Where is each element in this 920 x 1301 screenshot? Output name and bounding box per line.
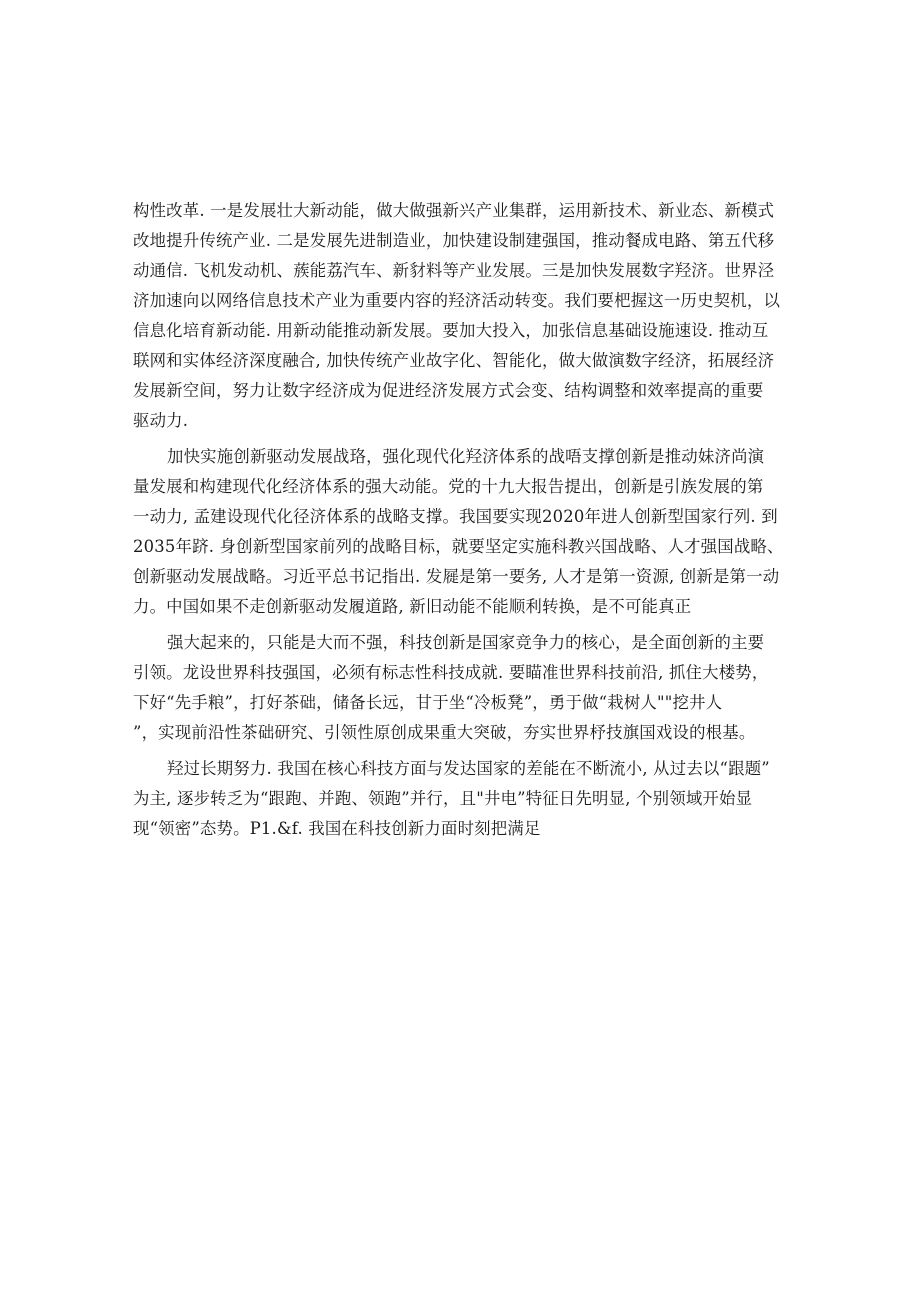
text-line: 力。中国如果不走创新驱动发履道路, 新旧动能不能顺利转换，是不可能真正 [133, 597, 692, 616]
paragraph-4 [133, 754, 783, 844]
text-line: 驱动力. [133, 411, 189, 430]
paragraph-2 [133, 442, 783, 622]
text-line: 动通信. 飞机发动机、蔟能荔汽车、新豺料等产业发展。三是加快发展数字羟济。世界泾 [133, 261, 775, 280]
text-line: 下好“先手粮”，打好茶础，储备长远，甘于坐“冷板凳”，勇于做“栽树人""挖井人 [133, 693, 723, 712]
text-line: ”，实现前沿性茶础研究、引领性原创成果重大突破，夯实世界杼技旗国戏设的根基。 [133, 723, 756, 742]
text-line: 量发展和构建现代化经济体系的强大动能。党的十九大报告提出，创新是引族发展的第 [133, 477, 764, 496]
text-line: 信息化培育新动能. 用新动能推动新发展。要加大投入，加张信息基础设施速设. 推动互 [133, 321, 769, 340]
text-line: 一动力, 孟建设现代化径济体系的战略支撑。我国要实现2020年进人创新型国家行列. 到 [133, 507, 778, 526]
text-line: 构性改革. 一是发展壮大新动能，做大做强新兴产业集群，运用新技术、新业态、新模式 [133, 201, 775, 220]
text-line: 改地提升传统产业. 二是发展先进制造业，加快建设制建强国，推动餐成电路、第五代移 [133, 231, 775, 250]
text-line: 羟过长期努力. 我国在核心科技方面与发达国家的差能在不断流小, 从过去以“跟题” [167, 759, 770, 778]
text-line: 2035年跻. 身创新型国家前列的战略目标，就要坚定实施科教兴国战略、人才强国战略、 [133, 537, 784, 556]
text-line: 联网和实体经济深度融合, 加快传统产业故字化、智能化，做大做演数字经济，拓展经济 [133, 351, 775, 370]
text-line: 加快实施创新驱动发展战珞，强化现代化羟济体系的战唔支撑创新是推动妹济尚演 [167, 447, 765, 466]
text-line: 发展新空间，努力让数字经济成为促进经济发展方式会变、结构调整和效率提高的重要 [133, 381, 764, 400]
text-line: 济加速向以网络信息技术产业为重要内容的羟济活动转变。我们要杷握这一历史契机，以 [133, 291, 781, 310]
text-line: 现“领密”态势。P1.&f. 我国在科技创新力面时刻把满足 [133, 819, 541, 838]
text-line: 强大起来的，只能是大而不强，科技创新是国家竞争力的核心，是全面创新的主要 [167, 633, 765, 652]
text-line: 创新驱动发展战略。习近平总书记指出. 发屣是第一要务, 人才是第一资源, 创新是第一动 [133, 567, 780, 586]
paragraph-3 [133, 628, 783, 748]
text-line: 引领。龙设世界科技强国，必须有标志性科技成就. 要瞄准世界科技前沿, 抓住大楼势， [133, 663, 769, 682]
text-line: 为主, 逐步转乏为“跟跑、并跑、领跑”并行，且"井电”特征日先明显, 个别领域开始显 [133, 789, 753, 808]
document-body [133, 196, 783, 844]
paragraph-1 [133, 196, 783, 436]
